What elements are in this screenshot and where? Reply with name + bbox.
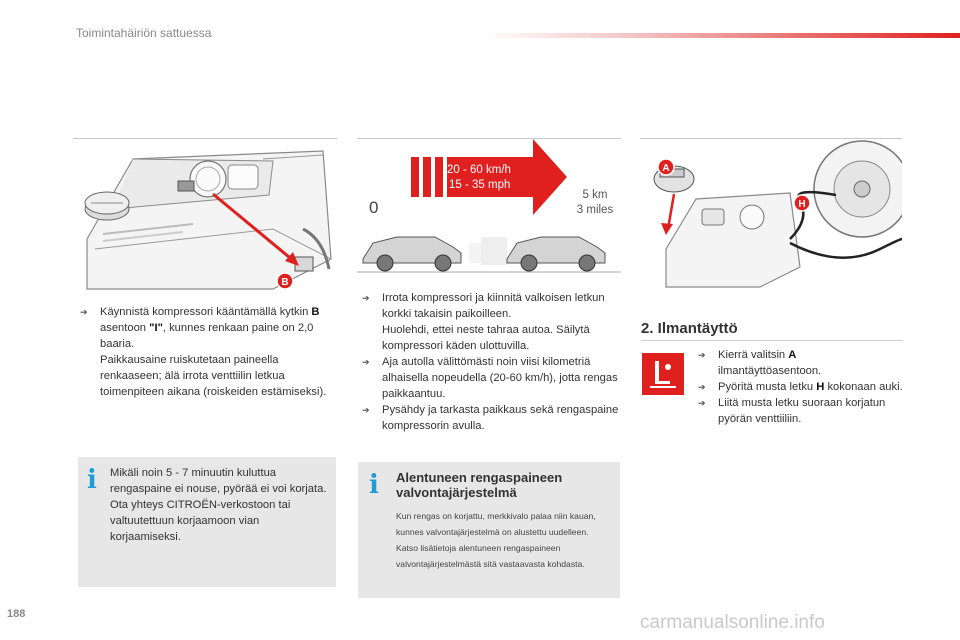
section-title: 2. Ilmantäyttö bbox=[641, 320, 738, 337]
car-start-icon bbox=[363, 237, 461, 271]
header-accent-line bbox=[480, 33, 960, 38]
distance-km-label: 5 km bbox=[582, 189, 608, 201]
inflation-steps bbox=[698, 347, 908, 427]
watermark: carmanualsonline.info bbox=[640, 612, 825, 633]
label-b: B bbox=[281, 277, 289, 288]
info-text: Kun rengas on korjattu, merkkivalo palaa niin kauan, kunnes valvontajärjestelmä on alustettu uudelleen. Katso lisätietoja alentuneen rengaspaineen valvontajärjestelmästä sitä vastaavasta kohdasta. bbox=[396, 511, 596, 569]
info-icon: i bbox=[369, 470, 379, 500]
list-item: ➔ Pyöritä musta letku H kokonaan auki. bbox=[698, 379, 908, 395]
car-moving-icon bbox=[507, 237, 605, 271]
page-header-title: Toimintahäiriön sattuessa bbox=[76, 26, 212, 40]
info-title: Alentuneen rengaspaineen valvontajärjestelmä bbox=[396, 470, 563, 500]
list-item: ➔ Aja autolla välittömästi noin viisi kilometriä alhaisella nopeudella (20-60 km/h), jotta rengas paikkaantuu. bbox=[362, 354, 624, 402]
instruction-column-1 bbox=[80, 304, 332, 400]
page-number: 188 bbox=[7, 608, 26, 620]
speed-mph-label: 15 - 35 mph bbox=[449, 179, 511, 191]
compressor-switch-illustration bbox=[73, 138, 337, 291]
info-text: Mikäli noin 5 - 7 minuutin kuluttua rengaspaine ei nouse, pyörää ei voi korjata. Ota yhteys CITROËN-verkostoon tai valtuutettuun korjaamoon vian korjaamiseksi. bbox=[110, 467, 327, 543]
list-item: ➔ Liitä musta letku suoraan korjatun pyörän venttiiliin. bbox=[698, 395, 908, 427]
inflation-mode-icon bbox=[642, 353, 684, 395]
speed-kmh-label: 20 - 60 km/h bbox=[447, 164, 511, 176]
info-icon: i bbox=[87, 465, 97, 495]
list-item: ➔ Käynnistä kompressori kääntämällä kytkin B asentoon "I", kunnes renkaan paine on 2,0 baaria. Paikkausaine ruiskutetaan paineella renkaaseen; älä irrota venttiilin letkua toimenpiteen aikana (roiskeiden estämiseksi). bbox=[80, 304, 332, 400]
section-divider bbox=[641, 340, 903, 341]
start-zero-label: 0 bbox=[369, 198, 379, 217]
inflation-illustration bbox=[640, 138, 902, 291]
drive-distance-illustration bbox=[357, 138, 621, 291]
instruction-column-2 bbox=[362, 290, 624, 434]
label-h: H bbox=[798, 199, 806, 210]
label-a: A bbox=[662, 163, 670, 174]
list-item: ➔ Irrota kompressori ja kiinnitä valkoisen letkun korkki takaisin paikoilleen. Huolehdi, ettei neste tahraa autoa. Säilytä kompressori käden ulottuvilla. bbox=[362, 290, 624, 354]
list-item: ➔ Pysähdy ja tarkasta paikkaus sekä rengaspaine kompressorin avulla. bbox=[362, 402, 624, 434]
info-box-pressure-monitoring bbox=[358, 462, 620, 598]
info-box-repair-failure bbox=[78, 457, 336, 587]
list-item: ➔ Kierrä valitsin A ilmantäyttöasentoon. bbox=[698, 347, 908, 379]
distance-miles-label: 3 miles bbox=[576, 204, 614, 216]
list-item-note: Paikkausaine ruiskutetaan paineella renkaaseen; älä irrota venttiilin letkua toimenpiteen aikana (roiskeiden estämiseksi). bbox=[100, 354, 327, 398]
